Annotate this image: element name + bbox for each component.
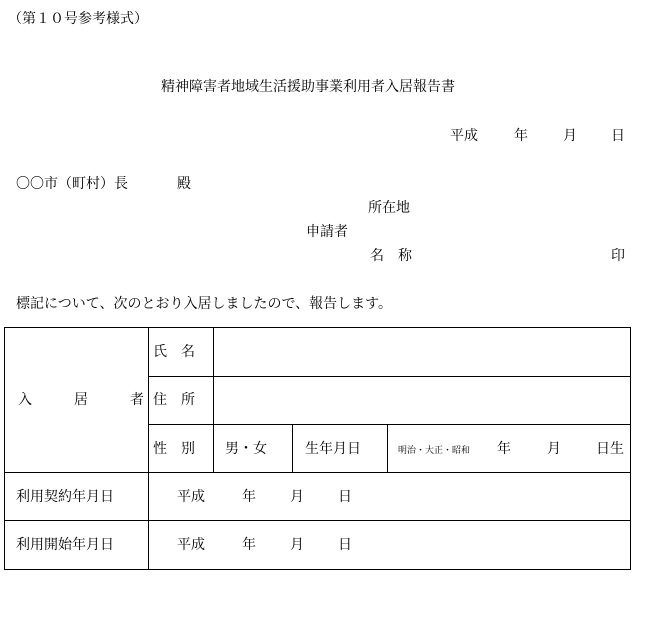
applicant-label: 申請者 <box>306 224 348 240</box>
table-line-after-address <box>148 424 631 425</box>
contract-date-year: 年 <box>242 489 256 505</box>
addressee-name: 〇〇市（町村）長 <box>16 176 128 192</box>
table-line-after-resident <box>4 472 631 473</box>
birth-year: 年 <box>497 441 511 457</box>
date-year: 年 <box>514 128 528 144</box>
document-title: 精神障害者地域生活援助事業利用者入居報告書 <box>161 79 455 95</box>
resident-label-char-3: 者 <box>130 392 144 408</box>
form-number: （第１０号参考様式） <box>8 11 148 27</box>
table-divider-birth-label <box>387 424 388 473</box>
start-date-month: 月 <box>290 537 304 553</box>
name-field[interactable] <box>214 328 630 376</box>
report-table <box>4 327 631 570</box>
contract-date-label: 利用契約年月日 <box>16 489 114 505</box>
table-divider-sex <box>292 424 293 473</box>
name-label: 氏 名 <box>153 344 195 360</box>
date-day: 日 <box>611 128 625 144</box>
applicant-name-label: 名 称 <box>370 248 412 264</box>
table-border-left <box>4 327 5 570</box>
resident-label-char-2: 居 <box>74 392 88 408</box>
table-border-bottom <box>4 569 631 570</box>
start-date-day: 日 <box>338 537 352 553</box>
address-label: 住 所 <box>153 392 195 408</box>
table-line-after-contract <box>4 520 631 521</box>
seal-mark: 印 <box>611 248 625 264</box>
resident-label-char-1: 入 <box>18 392 32 408</box>
contract-date-era: 平成 <box>177 489 205 505</box>
contract-date-month: 月 <box>290 489 304 505</box>
addressee-honorific: 殿 <box>177 176 191 192</box>
sex-label: 性 別 <box>153 441 195 457</box>
statement-text: 標記について、次のとおり入居しましたので、報告します。 <box>16 296 393 312</box>
table-divider-label-col <box>148 327 149 570</box>
birth-month: 月 <box>547 441 561 457</box>
applicant-address-label: 所在地 <box>368 200 410 216</box>
address-field[interactable] <box>214 377 630 424</box>
contract-date-day: 日 <box>338 489 352 505</box>
start-date-label: 利用開始年月日 <box>16 537 114 553</box>
table-border-right <box>630 327 631 570</box>
era-options[interactable]: 明治・大正・昭和 <box>398 446 471 456</box>
date-era: 平成 <box>450 128 478 144</box>
sex-options[interactable]: 男・女 <box>225 441 267 457</box>
start-date-era: 平成 <box>177 537 205 553</box>
birth-day: 日生 <box>596 441 624 457</box>
birth-date-label: 生年月日 <box>305 441 361 457</box>
start-date-year: 年 <box>242 537 256 553</box>
date-month: 月 <box>563 128 577 144</box>
